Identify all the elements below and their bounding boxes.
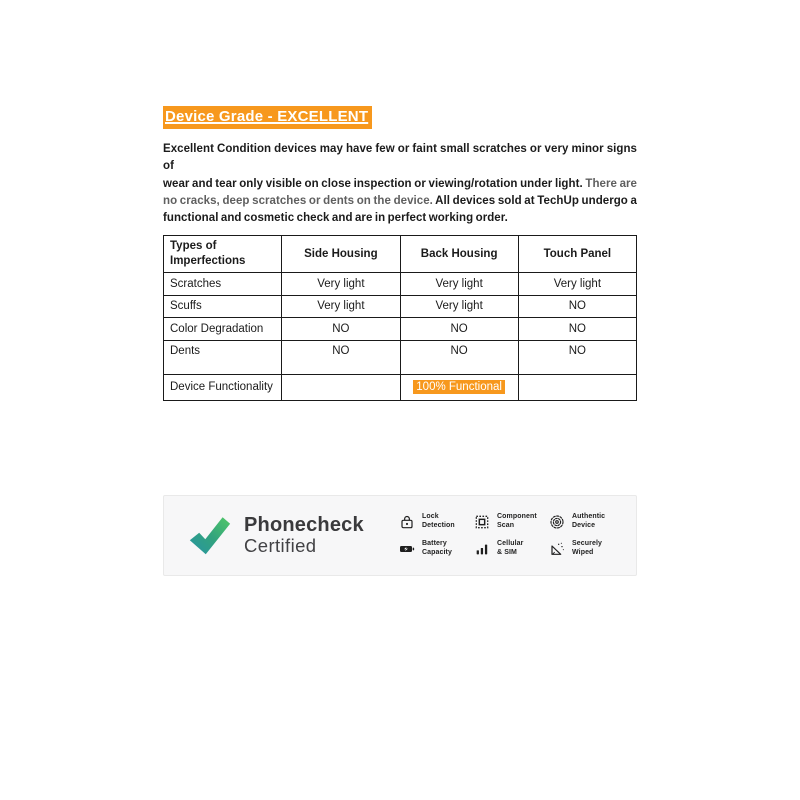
feature-label <box>572 513 605 530</box>
phonecheck-brand <box>187 513 364 558</box>
functional-highlight: 100% Functional <box>413 380 505 394</box>
lock-icon <box>399 514 415 530</box>
cell-back <box>400 374 518 400</box>
feature-label <box>422 513 455 530</box>
phonecheck-certified-badge <box>163 495 637 576</box>
feature-label-line2: Scan <box>497 521 515 529</box>
paragraph-text: wear and tear only visible on close inspection or viewing/rotation under light. <box>163 177 583 190</box>
feature-label-line2: Capacity <box>422 548 452 556</box>
col-header-touch-panel: Touch Panel <box>518 235 636 272</box>
col-header-back-housing: Back Housing <box>400 235 518 272</box>
feature-label-line1: Authentic <box>572 513 606 521</box>
cell-touch: NO <box>518 295 636 317</box>
feature-cellular-sim <box>474 540 548 557</box>
row-label: Scuffs <box>164 295 282 317</box>
cell-touch: Very light <box>518 272 636 295</box>
checkmark-icon <box>187 513 232 558</box>
table-row <box>164 272 637 295</box>
signal-bars-icon <box>474 541 490 557</box>
cell-side: NO <box>282 317 400 340</box>
cell-back: NO <box>400 340 518 374</box>
cell-back: Very light <box>400 272 518 295</box>
feature-label <box>497 540 523 557</box>
cell-side <box>282 374 400 400</box>
cell-side: Very light <box>282 272 400 295</box>
feature-label-line1: Component <box>497 513 537 521</box>
row-label: Device Functionality <box>164 374 282 400</box>
paragraph-text: Excellent Condition devices may have few or faint small scratches or very minor signs of <box>163 142 637 173</box>
paragraph-text: functional and cosmetic check and are in perfect working order. <box>163 212 508 225</box>
paragraph-text-muted: no cracks, deep scratches or dents on the device. <box>163 194 433 207</box>
feature-label <box>497 513 537 530</box>
cell-back: Very light <box>400 295 518 317</box>
feature-component-scan <box>474 513 548 530</box>
feature-lock-detection <box>399 513 473 530</box>
feature-label-line1: Battery <box>422 540 447 548</box>
description-paragraph <box>163 141 637 228</box>
feature-label-line1: Cellular <box>497 540 524 548</box>
cell-side: Very light <box>282 295 400 317</box>
component-scan-icon <box>474 514 490 530</box>
document-page <box>163 0 637 576</box>
cell-touch <box>518 374 636 400</box>
battery-icon <box>399 541 415 557</box>
feature-label <box>422 540 452 557</box>
row-label: Dents <box>164 340 282 374</box>
cell-touch: NO <box>518 340 636 374</box>
row-label: Scratches <box>164 272 282 295</box>
table-row <box>164 340 637 374</box>
table-row <box>164 317 637 340</box>
feature-label-line2: & SIM <box>497 548 517 556</box>
brand-text <box>244 515 364 556</box>
cell-side: NO <box>282 340 400 374</box>
feature-label-line2: Device <box>572 521 596 529</box>
table-header-row <box>164 235 637 272</box>
imperfections-table <box>163 235 637 401</box>
fingerprint-icon <box>549 514 565 530</box>
paragraph-line <box>163 141 637 176</box>
col-header-types: Types of Imperfections <box>164 235 282 272</box>
brand-subtitle: Certified <box>244 534 317 556</box>
paragraph-text-muted: There are <box>585 177 638 190</box>
feature-label <box>572 540 602 557</box>
page-title: Device Grade - EXCELLENT <box>163 106 372 129</box>
feature-label-line2: Detection <box>422 521 455 529</box>
wipe-icon <box>549 541 565 557</box>
brand-name: Phonecheck <box>244 513 364 536</box>
feature-battery-capacity <box>399 540 473 557</box>
feature-authentic-device <box>549 513 623 530</box>
row-label: Color Degradation <box>164 317 282 340</box>
cell-touch: NO <box>518 317 636 340</box>
paragraph-line <box>163 176 637 193</box>
table-row <box>164 295 637 317</box>
feature-label-line2: Wiped <box>572 548 594 556</box>
cell-back: NO <box>400 317 518 340</box>
feature-securely-wiped <box>549 540 623 557</box>
paragraph-text: All devices sold at TechUp undergo a <box>435 194 637 207</box>
feature-label-line1: Securely <box>572 540 602 548</box>
feature-label-line1: Lock <box>422 513 439 521</box>
paragraph-line <box>163 210 637 227</box>
table-row <box>164 374 637 400</box>
certification-features <box>399 513 623 557</box>
paragraph-line <box>163 193 637 210</box>
col-header-side-housing: Side Housing <box>282 235 400 272</box>
